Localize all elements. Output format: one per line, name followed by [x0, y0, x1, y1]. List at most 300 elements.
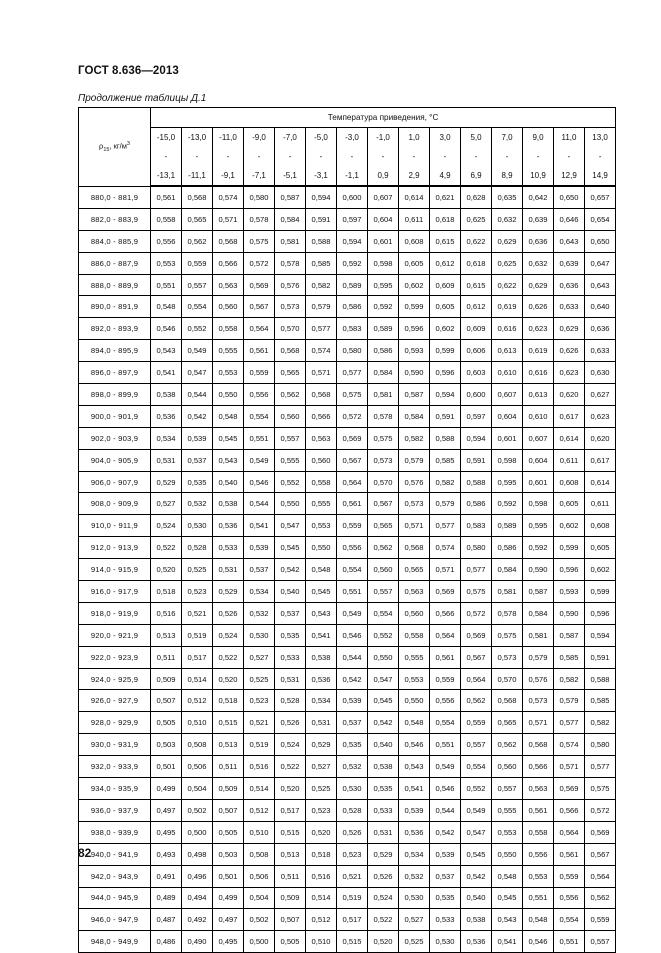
value-cell: 0,575 [585, 778, 616, 800]
density-range-cell: 902,0 - 903,9 [79, 427, 151, 449]
value-cell: 0,519 [337, 887, 368, 909]
value-cell: 0,513 [275, 843, 306, 865]
value-cell: 0,636 [585, 318, 616, 340]
value-cell: 0,535 [275, 624, 306, 646]
value-cell: 0,538 [151, 384, 182, 406]
value-cell: 0,544 [244, 493, 275, 515]
value-cell: 0,548 [492, 865, 523, 887]
temperature-sep: - [536, 152, 540, 161]
value-cell: 0,584 [523, 602, 554, 624]
value-cell: 0,564 [430, 624, 461, 646]
value-cell: 0,630 [585, 362, 616, 384]
value-cell: 0,586 [461, 493, 492, 515]
value-cell: 0,558 [399, 624, 430, 646]
value-cell: 0,586 [368, 340, 399, 362]
value-cell: 0,504 [182, 778, 213, 800]
density-range-cell: 894,0 - 895,9 [79, 340, 151, 362]
value-cell: 0,557 [492, 778, 523, 800]
value-cell: 0,564 [554, 821, 585, 843]
value-cell: 0,526 [368, 865, 399, 887]
density-symbol: ρ [99, 141, 104, 151]
value-cell: 0,533 [368, 799, 399, 821]
value-cell: 0,537 [244, 559, 275, 581]
document-header: ГОСТ 8.636—2013 [78, 65, 179, 77]
value-cell: 0,544 [182, 384, 213, 406]
value-cell: 0,553 [151, 252, 182, 274]
value-cell: 0,530 [399, 887, 430, 909]
value-cell: 0,629 [554, 318, 585, 340]
temperature-to: 10,9 [530, 171, 546, 180]
temperature-from: 1,0 [408, 133, 420, 142]
density-range-cell: 924,0 - 925,9 [79, 668, 151, 690]
value-cell: 0,536 [399, 821, 430, 843]
value-cell: 0,557 [182, 274, 213, 296]
value-cell: 0,495 [151, 821, 182, 843]
value-cell: 0,515 [275, 821, 306, 843]
value-cell: 0,512 [306, 909, 337, 931]
temperature-sep: - [195, 152, 199, 161]
density-range-cell: 884,0 - 885,9 [79, 230, 151, 252]
value-cell: 0,584 [399, 405, 430, 427]
table-row [79, 318, 616, 340]
value-cell: 0,540 [461, 887, 492, 909]
table-row [79, 756, 616, 778]
value-cell: 0,588 [306, 230, 337, 252]
value-cell: 0,505 [275, 931, 306, 953]
value-cell: 0,511 [213, 756, 244, 778]
value-cell: 0,522 [275, 756, 306, 778]
table-row [79, 734, 616, 756]
table-row [79, 230, 616, 252]
density-range-cell: 946,0 - 947,9 [79, 909, 151, 931]
temperature-column-header [554, 128, 585, 187]
value-cell: 0,537 [337, 712, 368, 734]
value-cell: 0,586 [492, 537, 523, 559]
value-cell: 0,548 [399, 712, 430, 734]
value-cell: 0,524 [275, 734, 306, 756]
value-cell: 0,613 [492, 340, 523, 362]
value-cell: 0,570 [275, 318, 306, 340]
value-cell: 0,524 [213, 624, 244, 646]
value-cell: 0,603 [461, 362, 492, 384]
temperature-column-header [306, 128, 337, 187]
value-cell: 0,522 [368, 909, 399, 931]
value-cell: 0,643 [554, 230, 585, 252]
value-cell: 0,604 [492, 405, 523, 427]
value-cell: 0,496 [182, 865, 213, 887]
value-cell: 0,601 [523, 471, 554, 493]
temperature-column-header [461, 128, 492, 187]
value-cell: 0,625 [461, 208, 492, 230]
temperature-to: -3,1 [314, 171, 328, 180]
value-cell: 0,555 [492, 799, 523, 821]
table-caption: Продолжение таблицы Д.1 [78, 93, 207, 104]
value-cell: 0,523 [337, 843, 368, 865]
value-cell: 0,623 [523, 318, 554, 340]
temperature-column-header [523, 128, 554, 187]
value-cell: 0,558 [151, 208, 182, 230]
value-cell: 0,535 [430, 887, 461, 909]
value-cell: 0,607 [523, 427, 554, 449]
temperature-from: 11,0 [561, 133, 577, 142]
density-range-cell: 928,0 - 929,9 [79, 712, 151, 734]
value-cell: 0,519 [244, 734, 275, 756]
value-cell: 0,565 [275, 362, 306, 384]
density-range-cell: 880,0 - 881,9 [79, 186, 151, 208]
value-cell: 0,560 [213, 296, 244, 318]
value-cell: 0,509 [275, 887, 306, 909]
density-range-cell: 932,0 - 933,9 [79, 756, 151, 778]
value-cell: 0,568 [213, 230, 244, 252]
temperature-to: 2,9 [408, 171, 420, 180]
value-cell: 0,569 [554, 778, 585, 800]
value-cell: 0,572 [337, 405, 368, 427]
value-cell: 0,550 [492, 843, 523, 865]
temperature-column-header [213, 128, 244, 187]
value-cell: 0,546 [337, 624, 368, 646]
value-cell: 0,569 [430, 581, 461, 603]
value-cell: 0,520 [275, 778, 306, 800]
value-cell: 0,608 [554, 471, 585, 493]
value-cell: 0,566 [306, 405, 337, 427]
value-cell: 0,561 [554, 843, 585, 865]
value-cell: 0,598 [523, 493, 554, 515]
value-cell: 0,537 [430, 865, 461, 887]
density-range-cell: 926,0 - 927,9 [79, 690, 151, 712]
value-cell: 0,591 [585, 646, 616, 668]
value-cell: 0,497 [213, 909, 244, 931]
value-cell: 0,501 [213, 865, 244, 887]
density-unit-power: 3 [126, 140, 130, 147]
value-cell: 0,600 [337, 186, 368, 208]
value-cell: 0,517 [337, 909, 368, 931]
value-cell: 0,518 [213, 690, 244, 712]
value-cell: 0,568 [182, 186, 213, 208]
value-cell: 0,609 [461, 318, 492, 340]
value-cell: 0,499 [213, 887, 244, 909]
value-cell: 0,594 [585, 624, 616, 646]
value-cell: 0,565 [399, 559, 430, 581]
value-cell: 0,610 [523, 405, 554, 427]
value-cell: 0,597 [337, 208, 368, 230]
value-cell: 0,628 [461, 186, 492, 208]
value-cell: 0,582 [554, 668, 585, 690]
value-cell: 0,508 [182, 734, 213, 756]
value-cell: 0,521 [182, 602, 213, 624]
value-cell: 0,544 [337, 646, 368, 668]
value-cell: 0,582 [399, 427, 430, 449]
value-cell: 0,541 [151, 362, 182, 384]
value-cell: 0,549 [461, 799, 492, 821]
value-cell: 0,623 [554, 362, 585, 384]
value-cell: 0,545 [213, 427, 244, 449]
density-range-cell: 930,0 - 931,9 [79, 734, 151, 756]
value-cell: 0,536 [306, 668, 337, 690]
value-cell: 0,569 [244, 274, 275, 296]
density-range-cell: 916,0 - 917,9 [79, 581, 151, 603]
temperature-to: -9,1 [221, 171, 235, 180]
value-cell: 0,558 [306, 471, 337, 493]
value-cell: 0,528 [275, 690, 306, 712]
value-cell: 0,602 [399, 274, 430, 296]
value-cell: 0,536 [213, 515, 244, 537]
value-cell: 0,530 [182, 515, 213, 537]
temperature-column-header [182, 128, 213, 187]
value-cell: 0,566 [523, 756, 554, 778]
value-cell: 0,550 [399, 690, 430, 712]
value-cell: 0,625 [492, 252, 523, 274]
value-cell: 0,506 [182, 756, 213, 778]
density-range-cell: 940,0 - 941,9 [79, 843, 151, 865]
value-cell: 0,570 [492, 668, 523, 690]
value-cell: 0,552 [461, 778, 492, 800]
value-cell: 0,512 [182, 690, 213, 712]
value-cell: 0,560 [306, 449, 337, 471]
value-cell: 0,530 [337, 778, 368, 800]
value-cell: 0,553 [213, 362, 244, 384]
value-cell: 0,526 [213, 602, 244, 624]
value-cell: 0,529 [306, 734, 337, 756]
temperature-from: -1,0 [376, 133, 390, 142]
value-cell: 0,530 [244, 624, 275, 646]
value-cell: 0,531 [151, 449, 182, 471]
value-cell: 0,578 [492, 602, 523, 624]
value-cell: 0,552 [275, 471, 306, 493]
temperature-sep: - [598, 152, 602, 161]
value-cell: 0,548 [523, 909, 554, 931]
value-cell: 0,622 [461, 230, 492, 252]
value-cell: 0,629 [523, 274, 554, 296]
value-cell: 0,568 [275, 340, 306, 362]
value-cell: 0,551 [554, 931, 585, 953]
temperature-to: 4,9 [439, 171, 451, 180]
temperature-column-header [492, 128, 523, 187]
value-cell: 0,569 [461, 624, 492, 646]
table-row [79, 843, 616, 865]
value-cell: 0,534 [244, 581, 275, 603]
value-cell: 0,585 [306, 252, 337, 274]
density-range-cell: 920,0 - 921,9 [79, 624, 151, 646]
value-cell: 0,569 [585, 821, 616, 843]
value-cell: 0,567 [337, 449, 368, 471]
header-row-title [79, 108, 616, 128]
value-cell: 0,506 [244, 865, 275, 887]
value-cell: 0,604 [523, 449, 554, 471]
value-cell: 0,556 [430, 690, 461, 712]
value-cell: 0,599 [399, 296, 430, 318]
value-cell: 0,559 [430, 668, 461, 690]
value-cell: 0,513 [213, 734, 244, 756]
table-row [79, 537, 616, 559]
value-cell: 0,527 [151, 493, 182, 515]
value-cell: 0,612 [430, 252, 461, 274]
table-row [79, 909, 616, 931]
value-cell: 0,599 [430, 340, 461, 362]
table-row [79, 405, 616, 427]
value-cell: 0,548 [213, 405, 244, 427]
value-cell: 0,571 [523, 712, 554, 734]
table-row [79, 712, 616, 734]
value-cell: 0,550 [213, 384, 244, 406]
value-cell: 0,594 [337, 230, 368, 252]
density-range-cell: 892,0 - 893,9 [79, 318, 151, 340]
value-cell: 0,500 [182, 821, 213, 843]
value-cell: 0,564 [337, 471, 368, 493]
value-cell: 0,559 [461, 712, 492, 734]
value-cell: 0,575 [368, 427, 399, 449]
value-cell: 0,524 [151, 515, 182, 537]
table-row [79, 559, 616, 581]
value-cell: 0,576 [399, 471, 430, 493]
value-cell: 0,572 [244, 252, 275, 274]
temperature-sep: - [412, 152, 416, 161]
value-cell: 0,599 [585, 581, 616, 603]
value-cell: 0,554 [554, 909, 585, 931]
value-cell: 0,572 [461, 602, 492, 624]
value-cell: 0,608 [585, 515, 616, 537]
value-cell: 0,621 [430, 186, 461, 208]
value-cell: 0,619 [492, 296, 523, 318]
value-cell: 0,564 [244, 318, 275, 340]
value-cell: 0,584 [368, 362, 399, 384]
value-cell: 0,543 [492, 909, 523, 931]
temperature-sep: - [319, 152, 323, 161]
value-cell: 0,521 [244, 712, 275, 734]
value-cell: 0,541 [244, 515, 275, 537]
value-cell: 0,606 [461, 340, 492, 362]
value-cell: 0,614 [554, 427, 585, 449]
value-cell: 0,578 [368, 405, 399, 427]
value-cell: 0,550 [275, 493, 306, 515]
value-cell: 0,564 [461, 668, 492, 690]
value-cell: 0,539 [244, 537, 275, 559]
value-cell: 0,547 [275, 515, 306, 537]
value-cell: 0,545 [492, 887, 523, 909]
value-cell: 0,562 [182, 230, 213, 252]
value-cell: 0,579 [554, 690, 585, 712]
temperature-to: 14,9 [592, 171, 608, 180]
value-cell: 0,494 [182, 887, 213, 909]
value-cell: 0,574 [213, 186, 244, 208]
value-cell: 0,575 [492, 624, 523, 646]
value-cell: 0,617 [585, 449, 616, 471]
density-range-cell: 888,0 - 889,9 [79, 274, 151, 296]
temperature-sep: - [288, 152, 292, 161]
value-cell: 0,489 [151, 887, 182, 909]
temperature-to: -1,1 [345, 171, 359, 180]
table-row [79, 208, 616, 230]
temperature-column-header [337, 128, 368, 187]
temperature-sep: - [505, 152, 509, 161]
value-cell: 0,555 [399, 646, 430, 668]
value-cell: 0,574 [554, 734, 585, 756]
temperature-column-header [368, 128, 399, 187]
value-cell: 0,601 [492, 427, 523, 449]
value-cell: 0,596 [430, 362, 461, 384]
temperature-sep: - [474, 152, 478, 161]
table-row [79, 646, 616, 668]
value-cell: 0,534 [306, 690, 337, 712]
value-cell: 0,591 [430, 405, 461, 427]
value-cell: 0,541 [306, 624, 337, 646]
value-cell: 0,546 [523, 931, 554, 953]
value-cell: 0,522 [151, 537, 182, 559]
value-cell: 0,518 [151, 581, 182, 603]
value-cell: 0,557 [585, 931, 616, 953]
value-cell: 0,567 [244, 296, 275, 318]
density-range-cell: 908,0 - 909,9 [79, 493, 151, 515]
value-cell: 0,569 [337, 427, 368, 449]
value-cell: 0,612 [461, 296, 492, 318]
temperature-from: -13,0 [187, 133, 207, 142]
value-cell: 0,507 [151, 690, 182, 712]
value-cell: 0,563 [213, 274, 244, 296]
value-cell: 0,604 [368, 208, 399, 230]
value-cell: 0,556 [337, 537, 368, 559]
value-cell: 0,639 [554, 252, 585, 274]
value-cell: 0,555 [275, 449, 306, 471]
table-row [79, 449, 616, 471]
value-cell: 0,556 [151, 230, 182, 252]
value-cell: 0,596 [399, 318, 430, 340]
density-range-cell: 942,0 - 943,9 [79, 865, 151, 887]
value-cell: 0,571 [399, 515, 430, 537]
value-cell: 0,545 [461, 843, 492, 865]
value-cell: 0,572 [585, 799, 616, 821]
value-cell: 0,539 [337, 690, 368, 712]
value-cell: 0,528 [337, 799, 368, 821]
value-cell: 0,509 [213, 778, 244, 800]
value-cell: 0,608 [399, 230, 430, 252]
value-cell: 0,510 [182, 712, 213, 734]
value-cell: 0,654 [585, 208, 616, 230]
density-range-cell: 910,0 - 911,9 [79, 515, 151, 537]
value-cell: 0,567 [368, 493, 399, 515]
value-cell: 0,594 [461, 427, 492, 449]
density-range-cell: 948,0 - 949,9 [79, 931, 151, 953]
value-cell: 0,571 [554, 756, 585, 778]
table-row [79, 799, 616, 821]
value-cell: 0,581 [275, 230, 306, 252]
temperature-sep: - [350, 152, 354, 161]
value-cell: 0,636 [523, 230, 554, 252]
density-unit: , кг/м [109, 141, 127, 151]
value-cell: 0,561 [337, 493, 368, 515]
density-range-cell: 938,0 - 939,9 [79, 821, 151, 843]
value-cell: 0,495 [213, 931, 244, 953]
value-cell: 0,595 [523, 515, 554, 537]
value-cell: 0,580 [585, 734, 616, 756]
value-cell: 0,519 [182, 624, 213, 646]
value-cell: 0,596 [585, 602, 616, 624]
value-cell: 0,554 [244, 405, 275, 427]
value-cell: 0,568 [306, 384, 337, 406]
value-cell: 0,592 [337, 252, 368, 274]
temperature-column-header [275, 128, 306, 187]
value-cell: 0,568 [492, 690, 523, 712]
value-cell: 0,594 [306, 186, 337, 208]
value-cell: 0,531 [306, 712, 337, 734]
value-cell: 0,552 [368, 624, 399, 646]
value-cell: 0,502 [182, 799, 213, 821]
value-cell: 0,543 [399, 756, 430, 778]
value-cell: 0,592 [492, 493, 523, 515]
value-cell: 0,619 [523, 340, 554, 362]
value-cell: 0,585 [430, 449, 461, 471]
value-cell: 0,546 [244, 471, 275, 493]
value-cell: 0,588 [585, 668, 616, 690]
value-cell: 0,573 [368, 449, 399, 471]
